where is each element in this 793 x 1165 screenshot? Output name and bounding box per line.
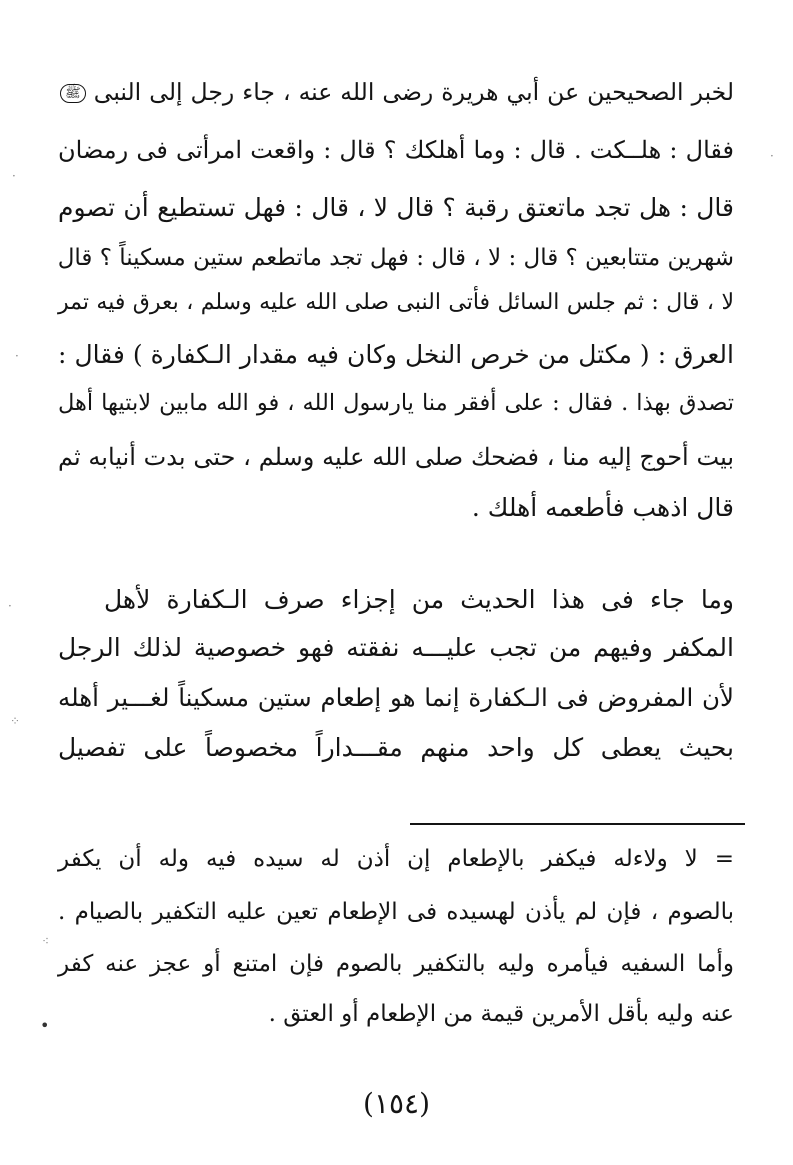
footnote-line-2: بالصوم ، فإن لم يأذن لهسيده فى الإطعام تعين عليه التكفير بالصيام . [58,899,734,925]
paragraph-2-line-2: المكفر وفيهم من تجب عليـــه نفقته فهو خصوصية لذلك الرجل [58,633,734,662]
scan-speck: ⁘ [10,714,21,728]
paragraph-1-line-2: فقال : هلــكت . قال : وما أهلكك ؟ قال : واقعت امرأتى فى رمضان [58,136,734,164]
scan-speck: · [770,149,774,163]
paragraph-1-line-6: العرق : ( مكتل من خرص النخل وكان فيه مقدار الـكفارة ) فقال : [58,340,734,369]
scan-speck: · [8,599,12,613]
paragraph-1-line-5: لا ، قال : ثم جلس السائل فأتى النبى صلى الله عليه وسلم ، بعرق فيه تمر [58,290,734,315]
paragraph-2-line-1: وما جاء فى هذا الحديث من إجزاء صرف الـكفارة لأهل [104,585,734,614]
paragraph-1-line-3: قال : هل تجد ماتعتق رقبة ؟ قال لا ، قال : فهل تستطيع أن تصوم [58,193,734,222]
scan-speck: · [12,169,16,183]
paragraph-2-line-3: لأن المفروض فى الـكفارة إنما هو إطعام ستين مسكيناً لغـــير أهله [58,683,734,712]
paragraph-1-line-1-text: لخبر الصحيحين عن أبي هريرة رضى الله عنه ، جاء رجل إلى النبى [93,78,734,106]
honorific-seal: ﷺ [60,84,86,103]
paragraph-2-line-4: بحيث يعطى كل واحد منهم مقـــداراً مخصوصاً على تفصيل [58,733,734,762]
footnote-line-3: وأما السفيه فيأمره وليه بالتكفير بالصوم فإن امتنع أو عجز عنه كفر [58,951,734,977]
paragraph-1-line-8: بيت أحوج إليه منا ، فضحك صلى الله عليه وسلم ، حتى بدت أنيابه ثم [58,443,734,471]
paragraph-1-last-line: قال اذهب فأطعمه أهلك . [471,493,734,522]
paragraph-1-line-1 [58,72,734,112]
scan-speck: · [15,349,19,363]
scan-speck: • [40,1016,50,1035]
footnote-line-1: = لا ولاءله فيكفر بالإطعام إن أذن له سيده فيه وله أن يكفر [58,846,734,872]
footnote-separator [410,823,745,825]
page-number: (١٥٤) [363,1087,430,1120]
paragraph-1-line-4: شهرين متتابعين ؟ قال : لا ، قال : فهل تجد ماتطعم ستين مسكيناً ؟ قال [57,245,734,271]
footnote-last-line: عنه وليه بأقل الأمرين قيمة من الإطعام أو العتق . [268,1001,734,1027]
scan-speck: ⁖ [42,934,50,948]
paragraph-1-line-7: تصدق بهذا . فقال : على أفقر منا يارسول الله ، فو الله مابين لابتيها أهل [58,390,734,416]
